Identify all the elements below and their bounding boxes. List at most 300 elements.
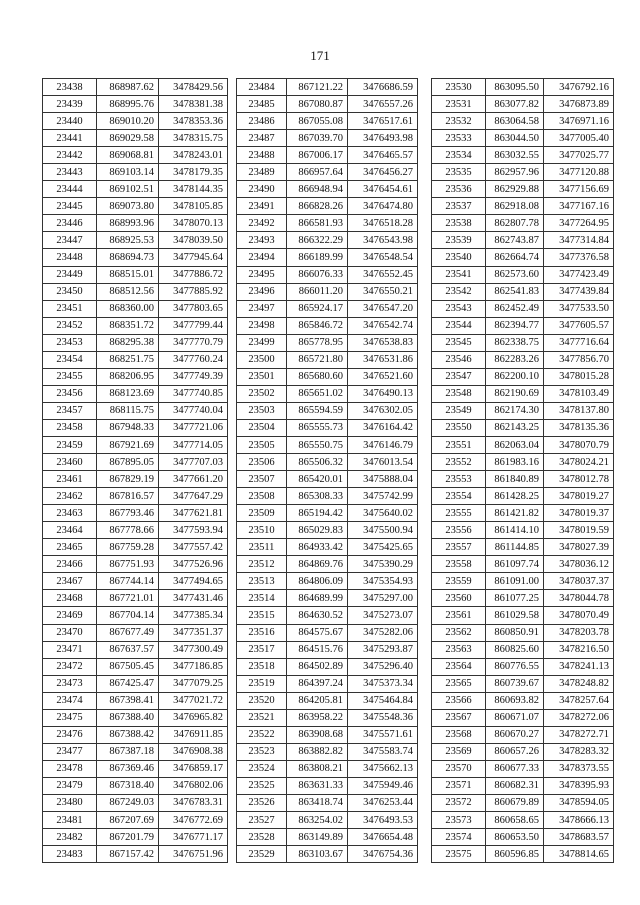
y-coordinate-cell: 3477120.88: [544, 164, 614, 181]
table-row: [43, 488, 228, 505]
x-coordinate-cell: 866189.99: [287, 249, 348, 266]
x-coordinate-cell: 861428.25: [486, 488, 544, 505]
y-coordinate-cell: 3477856.70: [544, 351, 614, 368]
y-coordinate-cell: 3476908.38: [159, 743, 228, 760]
x-coordinate-cell: 865924.17: [287, 300, 348, 317]
table-row: [43, 147, 228, 164]
point-id-cell: 23545: [432, 334, 486, 351]
point-id-cell: 23465: [43, 539, 97, 556]
x-coordinate-cell: 865029.83: [287, 522, 348, 539]
x-coordinate-cell: 860693.82: [486, 692, 544, 709]
table-row: [432, 198, 614, 215]
table-row: [432, 249, 614, 266]
x-coordinate-cell: 860776.55: [486, 658, 544, 675]
x-coordinate-cell: 860677.33: [486, 760, 544, 777]
point-id-cell: 23475: [43, 709, 97, 726]
table-row: [237, 385, 418, 402]
x-coordinate-cell: 864502.89: [287, 658, 348, 675]
point-id-cell: 23477: [43, 743, 97, 760]
point-id-cell: 23459: [43, 436, 97, 453]
y-coordinate-cell: 3478381.38: [159, 96, 228, 113]
x-coordinate-cell: 863631.33: [287, 777, 348, 794]
x-coordinate-cell: 864869.76: [287, 556, 348, 573]
y-coordinate-cell: 3477314.84: [544, 232, 614, 249]
table-row: [432, 607, 614, 624]
y-coordinate-cell: 3477557.42: [159, 539, 228, 556]
x-coordinate-cell: 865778.95: [287, 334, 348, 351]
y-coordinate-cell: 3477716.64: [544, 334, 614, 351]
point-id-cell: 23541: [432, 266, 486, 283]
x-coordinate-cell: 865680.60: [287, 368, 348, 385]
y-coordinate-cell: 3475425.65: [348, 539, 418, 556]
x-coordinate-cell: 864630.52: [287, 607, 348, 624]
x-coordinate-cell: 862807.78: [486, 215, 544, 232]
table-row: [237, 283, 418, 300]
table-row: [432, 556, 614, 573]
y-coordinate-cell: 3475500.94: [348, 522, 418, 539]
x-coordinate-cell: 862573.60: [486, 266, 544, 283]
table-row: [237, 368, 418, 385]
point-id-cell: 23470: [43, 624, 97, 641]
y-coordinate-cell: 3475293.87: [348, 641, 418, 658]
x-coordinate-cell: 867387.18: [97, 743, 159, 760]
y-coordinate-cell: 3476771.17: [159, 829, 228, 846]
x-coordinate-cell: 860657.26: [486, 743, 544, 760]
point-id-cell: 23476: [43, 726, 97, 743]
table-row: [237, 522, 418, 539]
table-row: [237, 505, 418, 522]
point-id-cell: 23483: [43, 846, 97, 863]
x-coordinate-cell: 866948.94: [287, 181, 348, 198]
table-row: [237, 743, 418, 760]
x-coordinate-cell: 861414.10: [486, 522, 544, 539]
point-id-cell: 23439: [43, 96, 97, 113]
point-id-cell: 23550: [432, 419, 486, 436]
x-coordinate-cell: 861097.74: [486, 556, 544, 573]
x-coordinate-cell: 867816.57: [97, 488, 159, 505]
x-coordinate-cell: 864933.42: [287, 539, 348, 556]
y-coordinate-cell: 3476772.69: [159, 812, 228, 829]
x-coordinate-cell: 863882.82: [287, 743, 348, 760]
table-row: [432, 590, 614, 607]
point-id-cell: 23525: [237, 777, 287, 794]
table-row: [432, 232, 614, 249]
table-row: [43, 113, 228, 130]
y-coordinate-cell: 3478019.37: [544, 505, 614, 522]
x-coordinate-cell: 863808.21: [287, 760, 348, 777]
point-id-cell: 23441: [43, 130, 97, 147]
table-row: [237, 658, 418, 675]
y-coordinate-cell: 3476164.42: [348, 419, 418, 436]
table-row: [432, 113, 614, 130]
table-row: [432, 488, 614, 505]
y-coordinate-cell: 3476454.61: [348, 181, 418, 198]
x-coordinate-cell: 867249.03: [97, 794, 159, 811]
point-id-cell: 23440: [43, 113, 97, 130]
point-id-cell: 23485: [237, 96, 287, 113]
table-row: [43, 675, 228, 692]
x-coordinate-cell: 863958.22: [287, 709, 348, 726]
y-coordinate-cell: 3476521.60: [348, 368, 418, 385]
table-row: [432, 368, 614, 385]
point-id-cell: 23572: [432, 794, 486, 811]
table-row: [43, 215, 228, 232]
y-coordinate-cell: 3475640.02: [348, 505, 418, 522]
x-coordinate-cell: 867721.01: [97, 590, 159, 607]
x-coordinate-cell: 866011.20: [287, 283, 348, 300]
table-row: [432, 164, 614, 181]
table-row: [432, 522, 614, 539]
point-id-cell: 23442: [43, 147, 97, 164]
point-id-cell: 23558: [432, 556, 486, 573]
y-coordinate-cell: 3477167.16: [544, 198, 614, 215]
x-coordinate-cell: 864689.99: [287, 590, 348, 607]
table-row: [237, 794, 418, 811]
table-row: [432, 726, 614, 743]
table-row: [43, 760, 228, 777]
point-id-cell: 23489: [237, 164, 287, 181]
x-coordinate-cell: 861421.82: [486, 505, 544, 522]
y-coordinate-cell: 3477714.05: [159, 436, 228, 453]
point-id-cell: 23462: [43, 488, 97, 505]
table-row: [432, 385, 614, 402]
y-coordinate-cell: 3475296.40: [348, 658, 418, 675]
x-coordinate-cell: 868925.53: [97, 232, 159, 249]
x-coordinate-cell: 866957.64: [287, 164, 348, 181]
point-id-cell: 23443: [43, 164, 97, 181]
point-id-cell: 23560: [432, 590, 486, 607]
table-row: [432, 829, 614, 846]
y-coordinate-cell: 3478103.49: [544, 385, 614, 402]
y-coordinate-cell: 3477740.04: [159, 402, 228, 419]
x-coordinate-cell: 868360.00: [97, 300, 159, 317]
table-row: [237, 777, 418, 794]
point-id-cell: 23464: [43, 522, 97, 539]
x-coordinate-cell: 860671.07: [486, 709, 544, 726]
x-coordinate-cell: 867895.05: [97, 454, 159, 471]
point-id-cell: 23452: [43, 317, 97, 334]
table-row: [237, 317, 418, 334]
table-row: [432, 454, 614, 471]
point-id-cell: 23554: [432, 488, 486, 505]
x-coordinate-cell: 864575.67: [287, 624, 348, 641]
table-row: [43, 812, 228, 829]
y-coordinate-cell: 3478036.12: [544, 556, 614, 573]
point-id-cell: 23561: [432, 607, 486, 624]
y-coordinate-cell: 3477945.64: [159, 249, 228, 266]
table-row: [432, 402, 614, 419]
x-coordinate-cell: 869103.14: [97, 164, 159, 181]
x-coordinate-cell: 863103.67: [287, 846, 348, 863]
y-coordinate-cell: 3476013.54: [348, 454, 418, 471]
point-id-cell: 23500: [237, 351, 287, 368]
point-id-cell: 23553: [432, 471, 486, 488]
y-coordinate-cell: 3476754.36: [348, 846, 418, 863]
y-coordinate-cell: 3477647.29: [159, 488, 228, 505]
table-row: [432, 215, 614, 232]
point-id-cell: 23454: [43, 351, 97, 368]
table-row: [43, 522, 228, 539]
y-coordinate-cell: 3477494.65: [159, 573, 228, 590]
table-row: [432, 79, 614, 96]
y-coordinate-cell: 3476550.21: [348, 283, 418, 300]
point-id-cell: 23527: [237, 812, 287, 829]
y-coordinate-cell: 3478015.28: [544, 368, 614, 385]
table-row: [237, 709, 418, 726]
y-coordinate-cell: 3478272.06: [544, 709, 614, 726]
x-coordinate-cell: 861077.25: [486, 590, 544, 607]
x-coordinate-cell: 863095.50: [486, 79, 544, 96]
x-coordinate-cell: 867388.40: [97, 709, 159, 726]
x-coordinate-cell: 863149.89: [287, 829, 348, 846]
y-coordinate-cell: 3478019.59: [544, 522, 614, 539]
point-id-cell: 23474: [43, 692, 97, 709]
x-coordinate-cell: 867677.49: [97, 624, 159, 641]
x-coordinate-cell: 867793.46: [97, 505, 159, 522]
y-coordinate-cell: 3476456.27: [348, 164, 418, 181]
y-coordinate-cell: 3475354.93: [348, 573, 418, 590]
x-coordinate-cell: 867829.19: [97, 471, 159, 488]
table-row: [237, 624, 418, 641]
point-id-cell: 23540: [432, 249, 486, 266]
y-coordinate-cell: 3477385.34: [159, 607, 228, 624]
point-id-cell: 23539: [432, 232, 486, 249]
page-number: 171: [310, 48, 330, 63]
y-coordinate-cell: 3476490.13: [348, 385, 418, 402]
y-coordinate-cell: 3476493.98: [348, 130, 418, 147]
table-row: [237, 590, 418, 607]
point-id-cell: 23503: [237, 402, 287, 419]
x-coordinate-cell: 867759.28: [97, 539, 159, 556]
y-coordinate-cell: 3478283.32: [544, 743, 614, 760]
x-coordinate-cell: 864806.09: [287, 573, 348, 590]
x-coordinate-cell: 865506.32: [287, 454, 348, 471]
x-coordinate-cell: 862918.08: [486, 198, 544, 215]
table-row: [432, 675, 614, 692]
y-coordinate-cell: 3478044.78: [544, 590, 614, 607]
point-id-cell: 23564: [432, 658, 486, 675]
table-row: [43, 300, 228, 317]
point-id-cell: 23445: [43, 198, 97, 215]
x-coordinate-cell: 862452.49: [486, 300, 544, 317]
table-row: [237, 334, 418, 351]
point-id-cell: 23456: [43, 385, 97, 402]
point-id-cell: 23486: [237, 113, 287, 130]
x-coordinate-cell: 867157.42: [97, 846, 159, 863]
x-coordinate-cell: 861091.00: [486, 573, 544, 590]
point-id-cell: 23501: [237, 368, 287, 385]
x-coordinate-cell: 867744.14: [97, 573, 159, 590]
y-coordinate-cell: 3477351.37: [159, 624, 228, 641]
table-row: [432, 436, 614, 453]
point-id-cell: 23502: [237, 385, 287, 402]
point-id-cell: 23446: [43, 215, 97, 232]
x-coordinate-cell: 862063.04: [486, 436, 544, 453]
point-id-cell: 23508: [237, 488, 287, 505]
point-id-cell: 23516: [237, 624, 287, 641]
point-id-cell: 23535: [432, 164, 486, 181]
point-id-cell: 23506: [237, 454, 287, 471]
table-row: [432, 300, 614, 317]
x-coordinate-cell: 868515.01: [97, 266, 159, 283]
table-row: [43, 249, 228, 266]
point-id-cell: 23532: [432, 113, 486, 130]
table-row: [237, 675, 418, 692]
table-row: [43, 419, 228, 436]
y-coordinate-cell: 3478248.82: [544, 675, 614, 692]
point-id-cell: 23484: [237, 79, 287, 96]
x-coordinate-cell: 867006.17: [287, 147, 348, 164]
y-coordinate-cell: 3478216.50: [544, 641, 614, 658]
point-id-cell: 23568: [432, 726, 486, 743]
point-id-cell: 23509: [237, 505, 287, 522]
point-id-cell: 23448: [43, 249, 97, 266]
x-coordinate-cell: 862929.88: [486, 181, 544, 198]
x-coordinate-cell: 868694.73: [97, 249, 159, 266]
point-id-cell: 23461: [43, 471, 97, 488]
y-coordinate-cell: 3477300.49: [159, 641, 228, 658]
x-coordinate-cell: 865420.01: [287, 471, 348, 488]
y-coordinate-cell: 3478241.13: [544, 658, 614, 675]
y-coordinate-cell: 3475888.04: [348, 471, 418, 488]
table-row: [43, 641, 228, 658]
y-coordinate-cell: 3477760.24: [159, 351, 228, 368]
point-id-cell: 23519: [237, 675, 287, 692]
point-id-cell: 23538: [432, 215, 486, 232]
x-coordinate-cell: 865550.75: [287, 436, 348, 453]
y-coordinate-cell: 3475297.00: [348, 590, 418, 607]
table-row: [237, 232, 418, 249]
x-coordinate-cell: 869073.80: [97, 198, 159, 215]
x-coordinate-cell: 863064.58: [486, 113, 544, 130]
x-coordinate-cell: 868295.38: [97, 334, 159, 351]
x-coordinate-cell: 862174.30: [486, 402, 544, 419]
y-coordinate-cell: 3475373.34: [348, 675, 418, 692]
x-coordinate-cell: 867121.22: [287, 79, 348, 96]
table-row: [237, 266, 418, 283]
x-coordinate-cell: 860682.31: [486, 777, 544, 794]
table-row: [432, 760, 614, 777]
x-coordinate-cell: 864205.81: [287, 692, 348, 709]
y-coordinate-cell: 3478144.35: [159, 181, 228, 198]
table-row: [237, 147, 418, 164]
point-id-cell: 23478: [43, 760, 97, 777]
y-coordinate-cell: 3478039.50: [159, 232, 228, 249]
table-row: [432, 641, 614, 658]
y-coordinate-cell: 3477025.77: [544, 147, 614, 164]
point-id-cell: 23537: [432, 198, 486, 215]
y-coordinate-cell: 3478012.78: [544, 471, 614, 488]
point-id-cell: 23505: [237, 436, 287, 453]
y-coordinate-cell: 3476873.89: [544, 96, 614, 113]
y-coordinate-cell: 3476552.45: [348, 266, 418, 283]
table-row: [43, 471, 228, 488]
point-id-cell: 23488: [237, 147, 287, 164]
y-coordinate-cell: 3477526.96: [159, 556, 228, 573]
y-coordinate-cell: 3475662.13: [348, 760, 418, 777]
table-row: [43, 794, 228, 811]
x-coordinate-cell: 868115.75: [97, 402, 159, 419]
point-id-cell: 23517: [237, 641, 287, 658]
x-coordinate-cell: 864397.24: [287, 675, 348, 692]
point-id-cell: 23524: [237, 760, 287, 777]
x-coordinate-cell: 860670.27: [486, 726, 544, 743]
table-row: [43, 130, 228, 147]
point-id-cell: 23504: [237, 419, 287, 436]
point-id-cell: 23492: [237, 215, 287, 232]
x-coordinate-cell: 860850.91: [486, 624, 544, 641]
y-coordinate-cell: 3477740.85: [159, 385, 228, 402]
y-coordinate-cell: 3477021.72: [159, 692, 228, 709]
point-id-cell: 23512: [237, 556, 287, 573]
point-id-cell: 23507: [237, 471, 287, 488]
point-id-cell: 23514: [237, 590, 287, 607]
point-id-cell: 23511: [237, 539, 287, 556]
y-coordinate-cell: 3476802.06: [159, 777, 228, 794]
y-coordinate-cell: 3478024.21: [544, 454, 614, 471]
point-id-cell: 23533: [432, 130, 486, 147]
table-row: [237, 641, 418, 658]
y-coordinate-cell: 3476518.28: [348, 215, 418, 232]
table-row: [432, 334, 614, 351]
table-row: [43, 164, 228, 181]
point-id-cell: 23522: [237, 726, 287, 743]
coordinate-table-left: [42, 78, 228, 863]
table-row: [432, 419, 614, 436]
y-coordinate-cell: 3476751.96: [159, 846, 228, 863]
x-coordinate-cell: 867948.33: [97, 419, 159, 436]
y-coordinate-cell: 3478179.35: [159, 164, 228, 181]
x-coordinate-cell: 867398.41: [97, 692, 159, 709]
table-row: [237, 181, 418, 198]
x-coordinate-cell: 867039.70: [287, 130, 348, 147]
x-coordinate-cell: 867921.69: [97, 436, 159, 453]
point-id-cell: 23534: [432, 147, 486, 164]
x-coordinate-cell: 863077.82: [486, 96, 544, 113]
y-coordinate-cell: 3478243.01: [159, 147, 228, 164]
table-row: [432, 351, 614, 368]
table-row: [432, 317, 614, 334]
table-row: [43, 539, 228, 556]
x-coordinate-cell: 867388.42: [97, 726, 159, 743]
x-coordinate-cell: 863254.02: [287, 812, 348, 829]
point-id-cell: 23467: [43, 573, 97, 590]
point-id-cell: 23521: [237, 709, 287, 726]
point-id-cell: 23471: [43, 641, 97, 658]
point-id-cell: 23518: [237, 658, 287, 675]
point-id-cell: 23575: [432, 846, 486, 863]
point-id-cell: 23449: [43, 266, 97, 283]
x-coordinate-cell: 868995.76: [97, 96, 159, 113]
x-coordinate-cell: 866581.93: [287, 215, 348, 232]
point-id-cell: 23491: [237, 198, 287, 215]
table-row: [237, 829, 418, 846]
y-coordinate-cell: 3478070.13: [159, 215, 228, 232]
y-coordinate-cell: 3476548.54: [348, 249, 418, 266]
x-coordinate-cell: 864515.76: [287, 641, 348, 658]
table-row: [43, 777, 228, 794]
table-row: [43, 607, 228, 624]
table-row: [237, 760, 418, 777]
y-coordinate-cell: 3476911.85: [159, 726, 228, 743]
x-coordinate-cell: 868206.95: [97, 368, 159, 385]
table-row: [237, 556, 418, 573]
point-id-cell: 23526: [237, 794, 287, 811]
y-coordinate-cell: 3478666.13: [544, 812, 614, 829]
point-id-cell: 23466: [43, 556, 97, 573]
point-id-cell: 23496: [237, 283, 287, 300]
point-id-cell: 23543: [432, 300, 486, 317]
